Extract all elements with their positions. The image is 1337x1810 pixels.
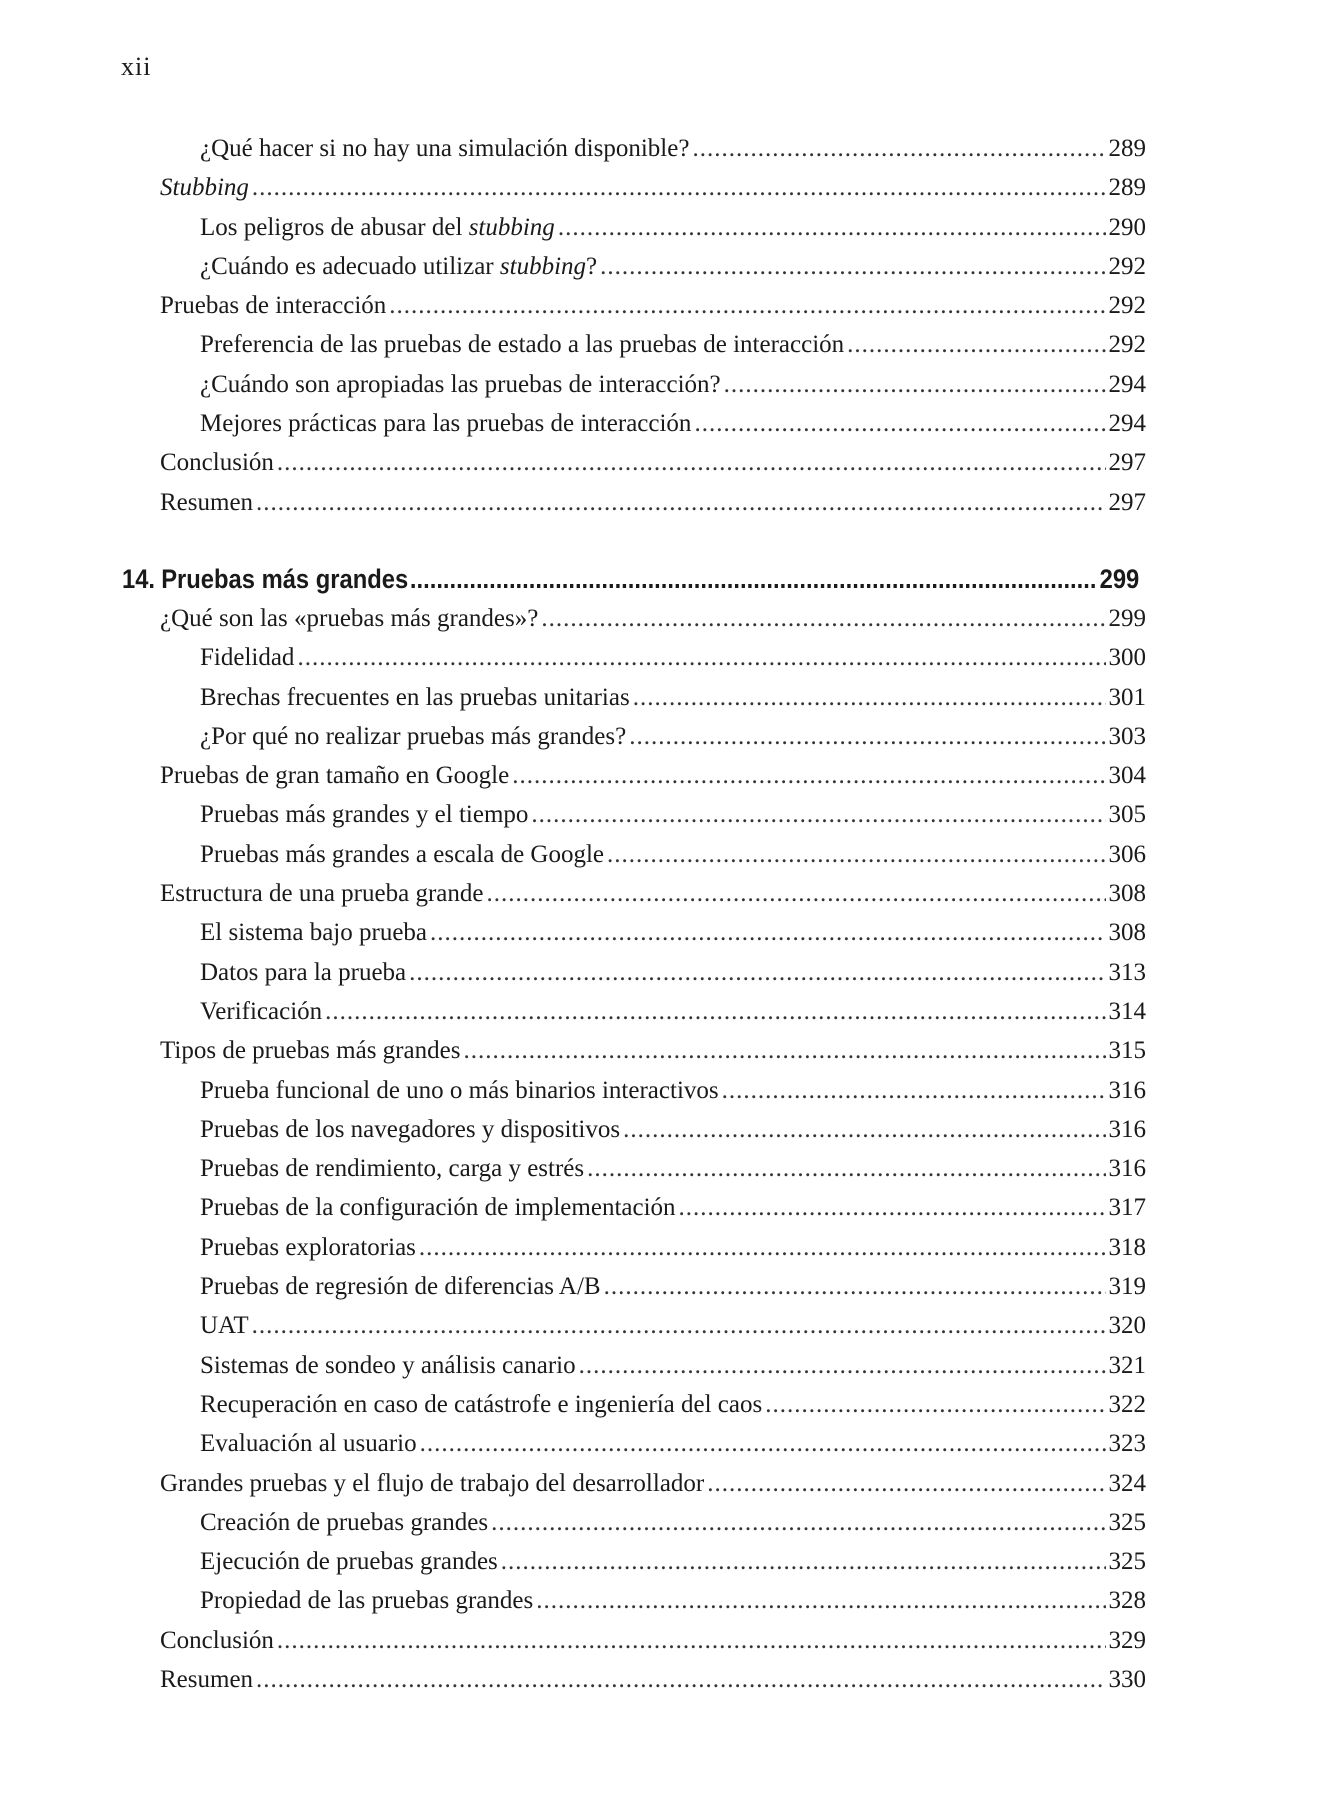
leader-dots bbox=[692, 129, 1105, 168]
toc-entry-page: 308 bbox=[1108, 880, 1146, 908]
leader-dots bbox=[419, 1228, 1106, 1267]
toc-entry-page: 294 bbox=[1108, 410, 1146, 438]
leader-dots bbox=[531, 795, 1105, 834]
toc-entry-title-text: Pruebas de interacción bbox=[160, 292, 387, 320]
leader-dots bbox=[541, 599, 1105, 638]
toc-entry-page: 316 bbox=[1108, 1115, 1146, 1143]
toc-entry-page: 323 bbox=[1108, 1430, 1146, 1458]
toc-entry[interactable] bbox=[160, 325, 1146, 364]
toc-entry-title-text: Ejecución de pruebas grandes bbox=[200, 1548, 498, 1576]
toc-entry-title-text: Pruebas de los navegadores y dispositivos bbox=[200, 1115, 621, 1143]
toc-entry-page: 290 bbox=[1108, 213, 1146, 241]
leader-dots bbox=[587, 1149, 1105, 1188]
leader-dots bbox=[765, 1385, 1105, 1424]
toc-entry-title bbox=[200, 1581, 533, 1620]
toc-entry[interactable] bbox=[160, 1503, 1146, 1542]
leader-dots bbox=[722, 1071, 1106, 1110]
toc-entry-page: 321 bbox=[1108, 1351, 1146, 1379]
toc-entry-title-italic: stubbing bbox=[468, 213, 555, 241]
toc-entry-page: 318 bbox=[1108, 1233, 1146, 1261]
toc-entry-title-text: Datos para la prueba bbox=[200, 958, 407, 986]
leader-dots bbox=[252, 168, 1106, 207]
leader-dots bbox=[389, 286, 1105, 325]
toc-entry[interactable] bbox=[160, 1346, 1146, 1385]
toc-entry-title bbox=[200, 1071, 719, 1110]
toc-entry-title-text: Creación de pruebas grandes bbox=[200, 1508, 489, 1536]
toc-entry-title-text: Verificación bbox=[200, 997, 323, 1025]
toc-entry-title-text: Estructura de una prueba grande bbox=[160, 880, 484, 908]
toc-entry[interactable] bbox=[160, 638, 1146, 677]
toc-entry-title bbox=[200, 1385, 762, 1424]
toc-entry-title-text: Los peligros de abusar del bbox=[200, 213, 469, 241]
leader-dots bbox=[536, 1581, 1105, 1620]
toc-entry-title bbox=[200, 1424, 417, 1463]
toc-entry-page: 316 bbox=[1108, 1155, 1146, 1183]
toc-entry[interactable] bbox=[160, 247, 1146, 286]
chapter-number: 14. bbox=[122, 563, 156, 594]
toc-entry[interactable] bbox=[160, 992, 1146, 1031]
toc-entry-title bbox=[200, 913, 427, 952]
toc-entry-title-text: ¿Qué hacer si no hay una simulación disponible? bbox=[200, 135, 690, 162]
toc-entry[interactable] bbox=[160, 365, 1146, 404]
toc-entry-title bbox=[200, 835, 604, 874]
toc-entry-title-text: Sistemas de sondeo y análisis canario bbox=[200, 1351, 576, 1379]
toc-entry-title bbox=[200, 365, 721, 404]
toc-entry-title-text: Pruebas más grandes a escala de Google bbox=[200, 840, 605, 868]
page-number: xii bbox=[121, 52, 152, 81]
toc-entry[interactable] bbox=[160, 1071, 1146, 1110]
toc-entry-title bbox=[200, 247, 597, 286]
toc-entry[interactable] bbox=[160, 913, 1146, 952]
toc-entry-title-text: Resumen bbox=[160, 1665, 254, 1693]
toc-entry[interactable] bbox=[160, 1306, 1146, 1345]
toc-entry-title bbox=[160, 168, 249, 207]
toc-entry-page: 297 bbox=[1108, 449, 1146, 477]
toc-entry-title bbox=[200, 1228, 416, 1267]
toc-entry-page: 315 bbox=[1108, 1037, 1146, 1065]
leader-dots bbox=[420, 1424, 1106, 1463]
toc-entry[interactable] bbox=[160, 795, 1146, 834]
toc-entry-title-text: Conclusión bbox=[160, 449, 274, 477]
toc-entry-title-text: Conclusión bbox=[160, 1626, 274, 1654]
leader-dots bbox=[623, 1110, 1105, 1149]
toc-entry-page: 306 bbox=[1108, 840, 1146, 868]
toc-entry-page: 304 bbox=[1108, 762, 1146, 790]
toc-entry-title-text: Pruebas de rendimiento, carga y estrés bbox=[200, 1155, 585, 1183]
toc-entry-page: 297 bbox=[1108, 488, 1146, 516]
toc-entry-title bbox=[200, 129, 689, 168]
leader-dots bbox=[256, 483, 1105, 522]
toc-entry[interactable] bbox=[160, 1228, 1146, 1267]
leader-dots bbox=[558, 208, 1106, 247]
toc-entry[interactable] bbox=[160, 1424, 1146, 1463]
toc-entry-title-text: Pruebas exploratorias bbox=[200, 1233, 416, 1261]
toc-entry-title bbox=[200, 1306, 249, 1345]
toc-entry-page: 305 bbox=[1108, 801, 1146, 829]
toc-entry[interactable] bbox=[160, 1267, 1146, 1306]
toc-entry[interactable] bbox=[160, 443, 1146, 482]
toc-entry[interactable] bbox=[160, 168, 1146, 207]
toc-entry-page: 320 bbox=[1108, 1312, 1146, 1340]
leader-dots bbox=[410, 559, 1098, 599]
toc-entry[interactable] bbox=[160, 1188, 1146, 1227]
toc-entry-title bbox=[200, 717, 626, 756]
toc-entry-title bbox=[200, 678, 630, 717]
leader-dots bbox=[707, 1464, 1105, 1503]
toc-entry-page: 314 bbox=[1108, 997, 1146, 1025]
leader-dots bbox=[430, 913, 1105, 952]
leader-dots bbox=[491, 1503, 1105, 1542]
toc-entry-title bbox=[200, 1503, 488, 1542]
toc-entry-page: 329 bbox=[1108, 1626, 1146, 1654]
chapter-heading[interactable] bbox=[122, 559, 1139, 599]
toc-entry-title-text: Pruebas más grandes y el tiempo bbox=[200, 801, 529, 829]
toc-entry-page: 292 bbox=[1108, 331, 1146, 359]
toc-entry-title bbox=[160, 756, 509, 795]
toc-entry-title-text: Grandes pruebas y el flujo de trabajo del desarrollador bbox=[160, 1469, 705, 1497]
chapter-title: Pruebas más grandes bbox=[161, 563, 409, 594]
toc-entry-title bbox=[160, 1660, 253, 1699]
toc-entry-title-text: Mejores prácticas para las pruebas de interacción bbox=[200, 410, 692, 438]
toc-entry-title-text: Pruebas de gran tamaño en Google bbox=[160, 762, 510, 790]
leader-dots bbox=[607, 835, 1105, 874]
leader-dots bbox=[694, 404, 1105, 443]
toc-entry-title-text: ¿Qué son las «pruebas más grandes»? bbox=[160, 604, 539, 632]
toc-entry-page: 328 bbox=[1108, 1587, 1146, 1615]
toc-entry-page: 317 bbox=[1108, 1194, 1146, 1222]
toc-entry[interactable] bbox=[160, 1031, 1146, 1070]
toc-entry-title-text: ¿Cuándo es adecuado utilizar bbox=[200, 252, 500, 280]
toc-entry-title-text: Resumen bbox=[160, 488, 254, 516]
toc-entry-page: 292 bbox=[1108, 252, 1146, 280]
toc-entry[interactable] bbox=[160, 1385, 1146, 1424]
toc-entry-title-text: El sistema bajo prueba bbox=[200, 919, 428, 947]
leader-dots bbox=[579, 1346, 1106, 1385]
leader-dots bbox=[277, 443, 1106, 482]
toc-entry[interactable] bbox=[160, 835, 1146, 874]
toc-entry[interactable] bbox=[160, 599, 1146, 638]
toc-entry-title bbox=[200, 795, 528, 834]
toc-entry-title-text: Recuperación en caso de catástrofe e ingeniería del caos bbox=[200, 1390, 763, 1418]
toc-entry-page: 330 bbox=[1108, 1665, 1146, 1693]
toc-entry-page: 292 bbox=[1108, 292, 1146, 320]
leader-dots bbox=[486, 874, 1105, 913]
leader-dots bbox=[629, 717, 1105, 756]
leader-dots bbox=[409, 953, 1105, 992]
toc-entry-page: 294 bbox=[1108, 370, 1146, 398]
toc-entry[interactable] bbox=[160, 1542, 1146, 1581]
toc-entry-title-text: Pruebas de regresión de diferencias A/B bbox=[200, 1273, 601, 1301]
leader-dots bbox=[277, 1621, 1106, 1660]
toc-entry[interactable] bbox=[160, 1660, 1146, 1699]
toc-entry-title-text: Prueba funcional de uno o más binarios interactivos bbox=[200, 1076, 719, 1104]
toc-entry-page: 299 bbox=[1108, 604, 1146, 632]
toc-entry-title bbox=[200, 325, 844, 364]
toc-entry[interactable] bbox=[160, 286, 1146, 325]
leader-dots bbox=[724, 365, 1106, 404]
toc-entry-title-text: UAT bbox=[200, 1312, 249, 1340]
toc-entry[interactable] bbox=[160, 756, 1146, 795]
leader-dots bbox=[604, 1267, 1106, 1306]
toc-entry-title-text: ¿Cuándo son apropiadas las pruebas de interacción? bbox=[200, 370, 721, 398]
toc-entry-page: 325 bbox=[1108, 1508, 1146, 1536]
toc-entry-title-italic: Stubbing bbox=[160, 174, 249, 202]
toc-entry-title bbox=[160, 1031, 460, 1070]
toc-entry-title bbox=[200, 992, 322, 1031]
toc-entry-title bbox=[160, 1621, 274, 1660]
toc-entry-title bbox=[200, 1267, 601, 1306]
toc-entry-page: 313 bbox=[1108, 958, 1146, 986]
toc-entry-title bbox=[200, 638, 294, 677]
leader-dots bbox=[847, 325, 1105, 364]
toc-entry[interactable] bbox=[160, 129, 1146, 168]
toc-entry-title bbox=[200, 208, 555, 247]
toc-entry-title-suffix: ? bbox=[586, 252, 598, 280]
toc-entry-title bbox=[160, 443, 274, 482]
toc-entry-page: 316 bbox=[1108, 1076, 1146, 1104]
toc-entry[interactable] bbox=[160, 1621, 1146, 1660]
toc-entry-title bbox=[200, 1188, 676, 1227]
toc-entry[interactable] bbox=[160, 953, 1146, 992]
section-gap bbox=[160, 522, 1146, 559]
toc-entry-page: 289 bbox=[1108, 174, 1146, 202]
leader-dots bbox=[256, 1660, 1105, 1699]
leader-dots bbox=[512, 756, 1105, 795]
toc-entry[interactable] bbox=[160, 874, 1146, 913]
leader-dots bbox=[633, 678, 1106, 717]
toc-entry-title-text: Pruebas de la configuración de implementación bbox=[200, 1194, 676, 1222]
toc-entry-title-text: ¿Por qué no realizar pruebas más grandes? bbox=[200, 722, 627, 750]
leader-dots bbox=[297, 638, 1105, 677]
toc-entry-title bbox=[200, 1110, 620, 1149]
toc-entry[interactable] bbox=[160, 678, 1146, 717]
leader-dots bbox=[679, 1188, 1106, 1227]
toc-entry-title bbox=[160, 286, 386, 325]
leader-dots bbox=[325, 992, 1105, 1031]
leader-dots bbox=[252, 1306, 1106, 1345]
toc-entry-title-text: Preferencia de las pruebas de estado a las pruebas de interacción bbox=[200, 331, 845, 359]
toc-entry-title bbox=[200, 1346, 576, 1385]
toc-entry[interactable] bbox=[160, 208, 1146, 247]
toc-entry[interactable] bbox=[160, 717, 1146, 756]
toc-entry-title bbox=[160, 1464, 704, 1503]
toc-entry-page: 319 bbox=[1108, 1273, 1146, 1301]
toc-entry[interactable] bbox=[160, 483, 1146, 522]
toc-entry-title-text: Tipos de pruebas más grandes bbox=[160, 1037, 461, 1065]
toc-entry-page: 325 bbox=[1108, 1548, 1146, 1576]
toc-entry-title-text: Brechas frecuentes en las pruebas unitarias bbox=[200, 683, 630, 711]
toc-entry-title bbox=[160, 874, 483, 913]
toc-entry-page: 322 bbox=[1108, 1390, 1146, 1418]
toc-entry[interactable] bbox=[160, 1581, 1146, 1620]
toc-entry[interactable] bbox=[160, 404, 1146, 443]
toc-entry-page: 324 bbox=[1108, 1469, 1146, 1497]
toc-entry-title bbox=[200, 404, 691, 443]
toc-entry-title-text: Fidelidad bbox=[200, 644, 295, 672]
toc-entry-title bbox=[200, 1542, 498, 1581]
toc-entry-page: 289 bbox=[1108, 135, 1146, 162]
toc-entry-page: 303 bbox=[1108, 722, 1146, 750]
toc-entry-title-italic: stubbing bbox=[499, 252, 587, 280]
chapter-page: 299 bbox=[1099, 563, 1140, 594]
leader-dots bbox=[463, 1031, 1105, 1070]
toc-entry[interactable] bbox=[160, 1149, 1146, 1188]
toc-section-after bbox=[160, 599, 1146, 1699]
toc-entry[interactable] bbox=[160, 1110, 1146, 1149]
toc-entry-title-text: Evaluación al usuario bbox=[200, 1430, 417, 1458]
toc-entry-page: 301 bbox=[1108, 683, 1146, 711]
toc-entry-page: 308 bbox=[1108, 919, 1146, 947]
toc-entry-title bbox=[160, 599, 538, 638]
toc-entry-title bbox=[160, 483, 253, 522]
toc-entry-title bbox=[200, 953, 406, 992]
leader-dots bbox=[501, 1542, 1106, 1581]
leader-dots bbox=[600, 247, 1105, 286]
toc-entry-title bbox=[200, 1149, 584, 1188]
toc-entry-page: 300 bbox=[1108, 644, 1146, 672]
table-of-contents bbox=[122, 129, 1146, 1699]
toc-entry[interactable] bbox=[160, 1464, 1146, 1503]
toc-entry-title-text: Propiedad de las pruebas grandes bbox=[200, 1587, 534, 1615]
toc-section-before bbox=[160, 129, 1146, 522]
